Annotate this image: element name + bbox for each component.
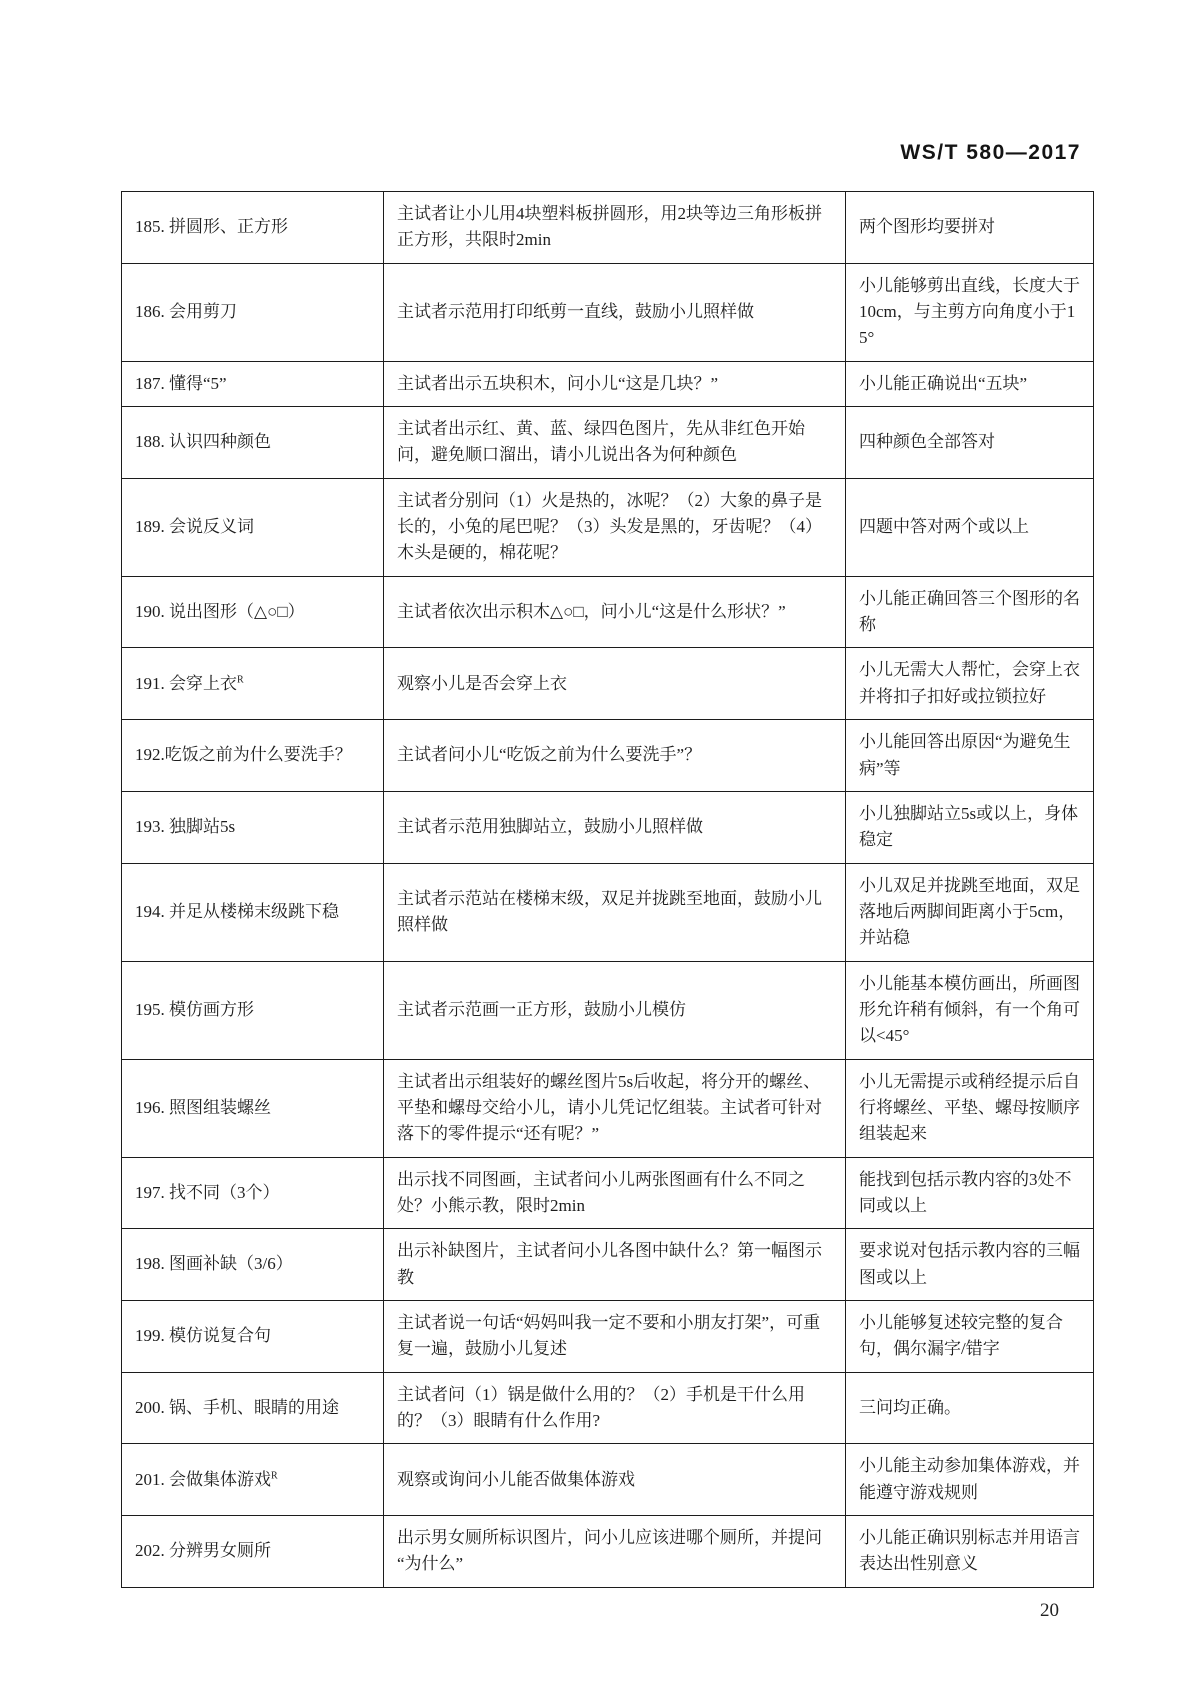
criteria-cell: 小儿能够复述较完整的复合句，偶尔漏字/错字	[846, 1301, 1094, 1373]
item-superscript: R	[271, 1469, 278, 1481]
method-cell: 主试者问小儿“吃饭之前为什么要洗手”？	[384, 720, 846, 792]
item-cell	[122, 1444, 384, 1516]
table-row	[122, 407, 1094, 479]
criteria-cell: 三问均正确。	[846, 1372, 1094, 1444]
item-cell	[122, 863, 384, 961]
table-row	[122, 720, 1094, 792]
item-cell	[122, 576, 384, 648]
item-label: 186. 会用剪刀	[135, 302, 237, 322]
item-label: 202. 分辨男女厕所	[135, 1541, 271, 1561]
item-cell	[122, 263, 384, 361]
item-label: 192.吃饭之前为什么要洗手？	[135, 745, 352, 765]
item-cell	[122, 361, 384, 406]
table-row	[122, 1372, 1094, 1444]
item-cell	[122, 1516, 384, 1588]
table-row	[122, 192, 1094, 264]
method-cell: 观察或询问小儿能否做集体游戏	[384, 1444, 846, 1516]
item-label: 200. 锅、手机、眼睛的用途	[135, 1397, 339, 1417]
method-cell: 主试者问（1）锅是做什么用的？（2）手机是干什么用的？（3）眼睛有什么作用?	[384, 1372, 846, 1444]
criteria-cell: 小儿能正确说出“五块”	[846, 361, 1094, 406]
item-cell	[122, 648, 384, 720]
item-label: 193. 独脚站5s	[135, 817, 236, 837]
method-cell: 主试者分别问（1）火是热的，冰呢？（2）大象的鼻子是长的，小兔的尾巴呢？（3）头发是黑的，牙齿呢？（4）木头是硬的，棉花呢？	[384, 478, 846, 576]
method-cell: 主试者出示五块积木，问小儿“这是几块？”	[384, 361, 846, 406]
criteria-cell: 小儿无需大人帮忙，会穿上衣并将扣子扣好或拉锁拉好	[846, 648, 1094, 720]
method-cell: 主试者依次出示积木△○□，问小儿“这是什么形状？”	[384, 576, 846, 648]
page-number: 20	[1040, 1599, 1059, 1621]
item-label: 201. 会做集体游戏	[135, 1469, 271, 1489]
item-cell	[122, 478, 384, 576]
method-cell: 主试者说一句话“妈妈叫我一定不要和小朋友打架”，可重复一遍，鼓励小儿复述	[384, 1301, 846, 1373]
criteria-cell: 小儿独脚站立5s或以上，身体稳定	[846, 791, 1094, 863]
table-row	[122, 1229, 1094, 1301]
item-label: 194. 并足从楼梯末级跳下稳	[135, 901, 339, 921]
item-cell	[122, 1372, 384, 1444]
criteria-cell: 小儿能回答出原因“为避免生病”等	[846, 720, 1094, 792]
criteria-cell: 两个图形均要拼对	[846, 192, 1094, 264]
standard-number-header: WS/T 580—2017	[900, 141, 1081, 164]
table-row	[122, 361, 1094, 406]
table-row	[122, 1059, 1094, 1157]
method-cell: 出示找不同图画，主试者问小儿两张图画有什么不同之处？小熊示教，限时2min	[384, 1157, 846, 1229]
table-row	[122, 1157, 1094, 1229]
method-cell: 观察小儿是否会穿上衣	[384, 648, 846, 720]
method-cell: 主试者出示组装好的螺丝图片5s后收起，将分开的螺丝、平垫和螺母交给小儿，请小儿凭记忆组装。主试者可针对落下的零件提示“还有呢？”	[384, 1059, 846, 1157]
table-row	[122, 961, 1094, 1059]
item-label: 189. 会说反义词	[135, 517, 254, 537]
method-cell: 主试者示范画一正方形，鼓励小儿模仿	[384, 961, 846, 1059]
criteria-cell: 小儿能基本模仿画出，所画图形允许稍有倾斜，有一个角可以<45°	[846, 961, 1094, 1059]
criteria-cell: 小儿能够剪出直线，长度大于10cm，与主剪方向角度小于15°	[846, 263, 1094, 361]
item-cell	[122, 720, 384, 792]
test-items-table	[121, 191, 1094, 1588]
criteria-cell: 小儿无需提示或稍经提示后自行将螺丝、平垫、螺母按顺序组装起来	[846, 1059, 1094, 1157]
table-row	[122, 648, 1094, 720]
table-row	[122, 863, 1094, 961]
item-cell	[122, 961, 384, 1059]
item-label: 195. 模仿画方形	[135, 999, 254, 1019]
item-superscript: R	[237, 673, 244, 685]
method-cell: 主试者示范站在楼梯末级，双足并拢跳至地面，鼓励小儿照样做	[384, 863, 846, 961]
method-cell: 出示补缺图片，主试者问小儿各图中缺什么？第一幅图示教	[384, 1229, 846, 1301]
item-label: 197. 找不同（3个）	[135, 1182, 280, 1202]
table-row	[122, 791, 1094, 863]
item-label: 196. 照图组装螺丝	[135, 1097, 271, 1117]
item-cell	[122, 192, 384, 264]
criteria-cell: 四题中答对两个或以上	[846, 478, 1094, 576]
method-cell: 主试者示范用独脚站立，鼓励小儿照样做	[384, 791, 846, 863]
criteria-cell: 小儿能正确回答三个图形的名称	[846, 576, 1094, 648]
item-label: 198. 图画补缺（3/6）	[135, 1254, 293, 1274]
table-row	[122, 576, 1094, 648]
table-row	[122, 478, 1094, 576]
item-label: 199. 模仿说复合句	[135, 1326, 271, 1346]
item-label: 190. 说出图形（△○□）	[135, 601, 305, 621]
method-cell: 主试者出示红、黄、蓝、绿四色图片，先从非红色开始问，避免顺口溜出，请小儿说出各为何种颜色	[384, 407, 846, 479]
item-cell	[122, 1059, 384, 1157]
criteria-cell: 四种颜色全部答对	[846, 407, 1094, 479]
table-row	[122, 1301, 1094, 1373]
content-column	[121, 141, 1093, 1622]
table-body	[122, 192, 1094, 1588]
criteria-cell: 要求说对包括示教内容的三幅图或以上	[846, 1229, 1094, 1301]
method-cell: 主试者让小儿用4块塑料板拼圆形，用2块等边三角形板拼正方形，共限时2min	[384, 192, 846, 264]
table-row	[122, 1516, 1094, 1588]
item-cell	[122, 1157, 384, 1229]
item-cell	[122, 1229, 384, 1301]
method-cell: 出示男女厕所标识图片，问小儿应该进哪个厕所，并提问“为什么”	[384, 1516, 846, 1588]
item-label: 187. 懂得“5”	[135, 373, 227, 393]
item-label: 191. 会穿上衣	[135, 673, 237, 693]
method-cell: 主试者示范用打印纸剪一直线，鼓励小儿照样做	[384, 263, 846, 361]
criteria-cell: 小儿能正确识别标志并用语言表达出性别意义	[846, 1516, 1094, 1588]
item-label: 188. 认识四种颜色	[135, 432, 271, 452]
item-cell	[122, 791, 384, 863]
item-cell	[122, 407, 384, 479]
item-cell	[122, 1301, 384, 1373]
table-row	[122, 1444, 1094, 1516]
criteria-cell: 小儿能主动参加集体游戏，并能遵守游戏规则	[846, 1444, 1094, 1516]
criteria-cell: 能找到包括示教内容的3处不同或以上	[846, 1157, 1094, 1229]
table-row	[122, 263, 1094, 361]
criteria-cell: 小儿双足并拢跳至地面，双足落地后两脚间距离小于5cm，并站稳	[846, 863, 1094, 961]
item-label: 185. 拼圆形、正方形	[135, 217, 288, 237]
